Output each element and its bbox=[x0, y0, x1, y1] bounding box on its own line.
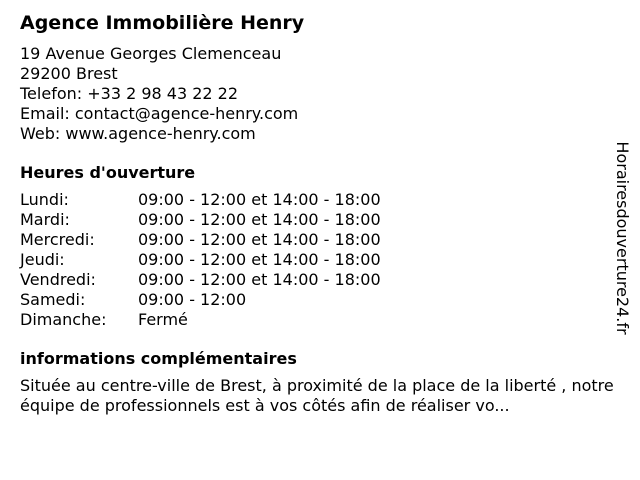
hours-row-saturday bbox=[20, 290, 381, 310]
hours-row-thursday bbox=[20, 250, 381, 270]
time-range: 09:00 - 12:00 et 14:00 - 18:00 bbox=[138, 270, 381, 289]
additional-info-heading: informations complémentaires bbox=[20, 349, 297, 368]
hours-row-monday bbox=[20, 190, 381, 210]
day-label: Vendredi: bbox=[20, 270, 96, 289]
city-postal-code: 29200 Brest bbox=[20, 64, 118, 83]
day-label: Lundi: bbox=[20, 190, 69, 209]
opening-hours-table bbox=[20, 190, 381, 330]
time-range: 09:00 - 12:00 et 14:00 - 18:00 bbox=[138, 230, 381, 249]
hours-row-wednesday bbox=[20, 230, 381, 250]
day-label: Mardi: bbox=[20, 210, 70, 229]
phone-line: Telefon: +33 2 98 43 22 22 bbox=[20, 84, 239, 103]
hours-row-sunday bbox=[20, 310, 381, 330]
time-range: 09:00 - 12:00 et 14:00 - 18:00 bbox=[138, 210, 381, 229]
day-label: Jeudi: bbox=[20, 250, 65, 269]
hours-row-friday bbox=[20, 270, 381, 290]
business-description: Située au centre-ville de Brest, à proximité de la place de la liberté , notre équipe de professionnels est à vos côtés afin de réaliser vo... bbox=[20, 376, 614, 415]
day-label: Dimanche: bbox=[20, 310, 107, 329]
time-range: 09:00 - 12:00 bbox=[138, 290, 247, 309]
business-card bbox=[20, 10, 614, 416]
day-label: Mercredi: bbox=[20, 230, 95, 249]
opening-hours-heading: Heures d'ouverture bbox=[20, 163, 196, 182]
time-range: Fermé bbox=[138, 310, 188, 329]
website-line: Web: www.agence-henry.com bbox=[20, 124, 256, 143]
time-range: 09:00 - 12:00 et 14:00 - 18:00 bbox=[138, 250, 381, 269]
time-range: 09:00 - 12:00 et 14:00 - 18:00 bbox=[138, 190, 381, 209]
site-watermark: Horairesdouverture24.fr bbox=[613, 141, 632, 335]
business-name: Agence Immobilière Henry bbox=[20, 12, 305, 34]
day-label: Samedi: bbox=[20, 290, 86, 309]
email-line: Email: contact@agence-henry.com bbox=[20, 104, 299, 123]
hours-row-tuesday bbox=[20, 210, 381, 230]
street-address: 19 Avenue Georges Clemenceau bbox=[20, 44, 282, 63]
